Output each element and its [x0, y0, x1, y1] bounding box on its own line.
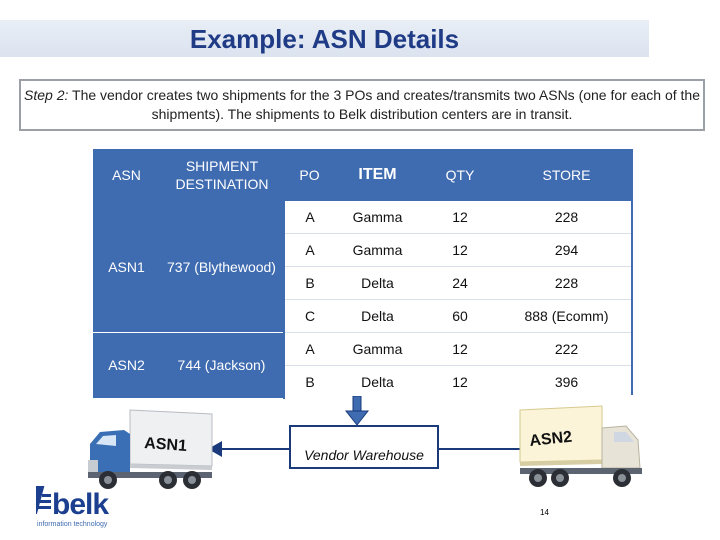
step-label: Step 2: — [24, 87, 69, 103]
qty-cell: 60 — [420, 300, 500, 333]
vendor-warehouse-box: Vendor Warehouse — [289, 425, 439, 469]
logo-wordmark: belk — [52, 488, 109, 521]
truck-right-label: ASN2 — [528, 428, 573, 450]
qty-cell: 12 — [420, 201, 500, 234]
item-cell: Delta — [335, 267, 420, 300]
header-po: PO — [284, 149, 335, 201]
item-cell: Gamma — [335, 333, 420, 366]
item-cell: Delta — [335, 300, 420, 333]
step-description — [19, 79, 705, 131]
header-qty: QTY — [420, 149, 500, 201]
asn-cell: ASN2 — [93, 333, 160, 399]
po-cell: B — [284, 366, 335, 399]
po-cell: A — [284, 201, 335, 234]
page-number: 14 — [540, 508, 549, 517]
item-cell: Gamma — [335, 201, 420, 234]
qty-cell: 24 — [420, 267, 500, 300]
store-cell: 222 — [500, 333, 633, 366]
truck-icon — [518, 404, 644, 492]
table-row — [93, 333, 633, 366]
header-item: ITEM — [335, 149, 420, 201]
header-store: STORE — [500, 149, 633, 201]
table-header-row — [93, 149, 633, 201]
qty-cell: 12 — [420, 366, 500, 399]
store-cell: 228 — [500, 267, 633, 300]
item-cell: Delta — [335, 366, 420, 399]
header-asn: ASN — [93, 149, 160, 201]
step-text: The vendor creates two shipments for the 3 POs and creates/transmits two ASNs (one for each of the shipments). The shipments to Belk distribution centers are in transit. — [68, 87, 700, 122]
store-cell: 396 — [500, 366, 633, 399]
po-cell: A — [284, 234, 335, 267]
logo-tagline: information technology — [37, 521, 108, 528]
page-title: Example: ASN Details — [189, 24, 460, 54]
qty-cell: 12 — [420, 333, 500, 366]
header-destination: SHIPMENT DESTINATION — [160, 149, 284, 201]
item-cell: Gamma — [335, 234, 420, 267]
po-cell: C — [284, 300, 335, 333]
truck-left-label: ASN1 — [143, 435, 188, 455]
store-cell: 294 — [500, 234, 633, 267]
asn-cell: ASN1 — [93, 201, 160, 333]
destination-cell: 744 (Jackson) — [160, 333, 284, 399]
table-right-border — [631, 201, 633, 395]
table-row — [93, 201, 633, 234]
po-cell: B — [284, 267, 335, 300]
store-cell: 228 — [500, 201, 633, 234]
down-arrow-icon — [344, 396, 370, 426]
asn-table — [93, 149, 633, 399]
asn-table-container — [93, 149, 633, 395]
qty-cell: 12 — [420, 234, 500, 267]
store-cell: 888 (Ecomm) — [500, 300, 633, 333]
destination-cell: 737 (Blythewood) — [160, 201, 284, 333]
po-cell: A — [284, 333, 335, 366]
